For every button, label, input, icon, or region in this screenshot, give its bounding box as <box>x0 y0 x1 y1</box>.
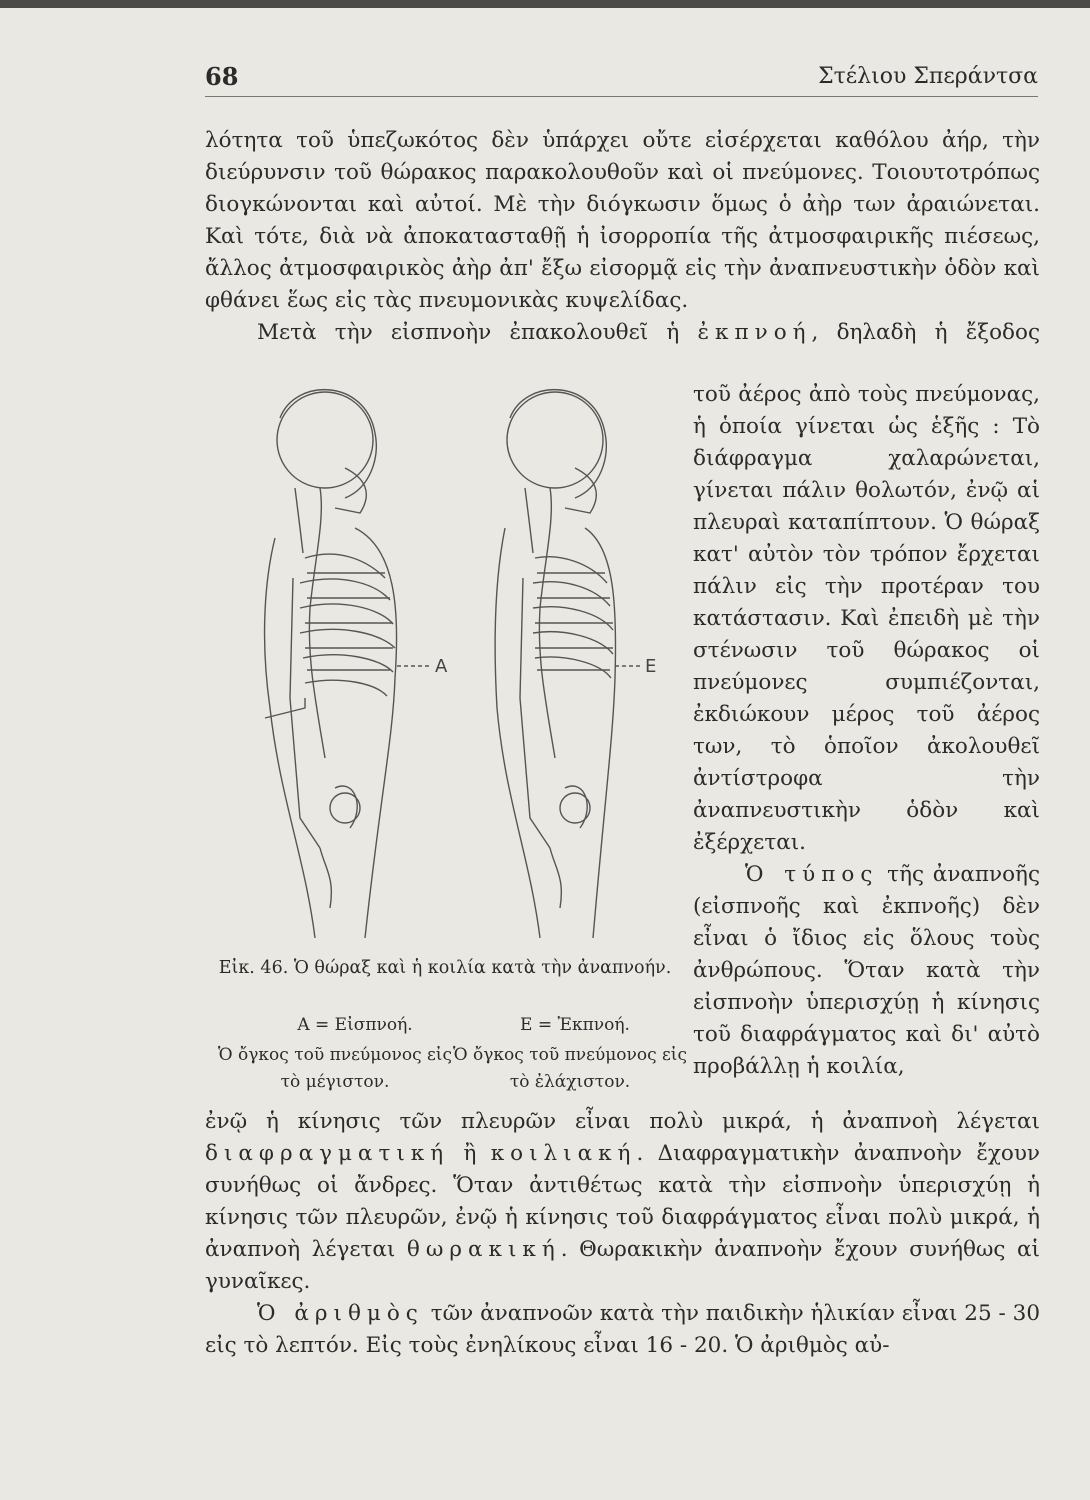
side-paragraph-1: τοῦ ἀέρος ἀπὸ τοὺς πνεύμονας, ἡ ὁποία γίνεται ὡς ἑξῆς : Τὸ διάφραγμα χαλαρώνεται, γίνεται πάλιν θολωτόν, ἐνῷ αἱ πλευραὶ καταπίπτουν. Ὁ θώραξ κατ' αὐτὸν τὸν τρόπον ἔρχεται πάλιν εἰς τὴν προτέραν του κατάστασιν. Καὶ ἐπειδὴ μὲ τὴν στένωσιν τοῦ θώρακος οἱ πνεύμονες συμπιέζονται, ἐκδιώκουν μέρος τοῦ ἀέρος των, τὸ ὁποῖον ἀκολουθεῖ ἀντίστροφα τὴν ἀναπνευστικὴν ὁδὸν καὶ ἐξέρχεται. <box>693 382 1040 855</box>
figure-label-a: A <box>435 656 448 677</box>
running-head: Στέλιου Σπεράντσα <box>818 64 1038 89</box>
side-paragraph-2 <box>693 859 1040 1083</box>
spaced-term-diafragmatiki: διαφραγματική <box>205 1141 450 1166</box>
spaced-term-typos: Ὁ τύπος <box>745 862 879 887</box>
second-paragraph-start <box>205 317 1040 349</box>
figure-label-e: E <box>645 656 657 677</box>
text-run: ἢ <box>449 1141 491 1166</box>
spaced-term-arithmos: Ὁ ἀριθμὸς <box>257 1301 424 1326</box>
text-run: Μετὰ τὴν εἰσπνοὴν ἐπακολουθεῖ ἡ <box>257 320 680 345</box>
intro-paragraph: λότητα τοῦ ὑπεζωκότος δὲν ὑπάρχει οὔτε εἰσέρχεται καθόλου ἀήρ, τὴν διεύρυνσιν τοῦ θώρακος παρακολουθοῦν καὶ οἱ πνεύμονες. Τοιουτοτρόπως διογκώνονται καὶ αὐτοί. Μὲ τὴν διόγκωσιν ὅμως ὁ ἀὴρ των ἀραιώνεται. Καὶ τότε, διὰ νὰ ἀποκατασταθῇ ἡ ἰσορροπία τῆς ἀτμοσφαιρικῆς πιέσεως, ἄλλος ἀτμοσφαιρικὸς ἀὴρ ἀπ' ἔξω εἰσορμᾷ εἰς τὴν ἀναπνευστικὴν ὁδὸν καὶ φθάνει ἕως εἰς τὰς πνευμονικὰς κυψελίδας. <box>205 128 1040 313</box>
text-run: , δηλαδὴ ἡ ἔξοδος <box>811 320 1040 345</box>
spaced-term-ekpnoi: ἐκπνοή <box>697 320 812 345</box>
caption-right-note: Ὁ ὄγκος τοῦ πνεύμονος εἰς τὸ ἐλάχιστον. <box>453 1045 687 1092</box>
caption-left-note: Ὁ ὄγκος τοῦ πνεύμονος εἰς τὸ μέγιστον. <box>218 1045 452 1092</box>
caption-left-key: A = Εἰσπνοή. <box>297 1015 413 1035</box>
figure-caption: Εἰκ. 46. Ὁ θώραξ καὶ ἡ κοιλία κατὰ τὴν ἀναπνοήν. <box>218 958 672 978</box>
side-column-text <box>693 379 1040 1083</box>
text-run: ἐνῷ ἡ κίνησις τῶν πλευρῶν εἶναι πολὺ μικρά, ἡ ἀναπνοὴ λέγεται <box>205 1109 1040 1134</box>
text-run: . Θωρακικὴν ἀναπνοὴν ἔχουν συνήθως αἱ γυναῖκες. <box>205 1237 1040 1294</box>
spaced-term-thorakiki: θωρακική <box>406 1237 561 1262</box>
text-run: τῆς ἀναπνοῆς (εἰσπνοῆς καὶ ἐκπνοῆς) δὲν εἶναι ὁ ἴδιος εἰς ὅλους τοὺς ἀνθρώπους. Ὅταν κατὰ τὴν εἰσπνοὴν ὑπερισχύῃ ἡ κίνησις τοῦ διαφράγματος καὶ δι' αὐτὸ προβάλλῃ ἡ κοιλία, <box>693 862 1040 1079</box>
bottom-paragraph-1 <box>205 1106 1040 1298</box>
breathing-skeleton-illustration <box>245 378 675 938</box>
skeleton-exhalation <box>495 390 615 938</box>
bottom-paragraph-2 <box>205 1298 1040 1362</box>
intro-text-block <box>205 125 1040 349</box>
text-run: τῶν ἀναπνοῶν κατὰ τὴν παιδικὴν ἡλικίαν εἶναι 25 - 30 εἰς τὸ λεπτόν. Εἰς τοὺς ἐνηλίκους εἶναι 16 - 20. Ὁ ἀριθμὸς αὐ- <box>205 1301 1040 1358</box>
page-number: 68 <box>205 62 239 91</box>
scan-top-edge <box>0 0 1090 8</box>
spaced-term-koiliaki: κοιλιακή <box>490 1141 637 1166</box>
text-run: . Διαφραγματικὴν ἀναπνοὴν ἔχουν συνήθως οἱ ἄνδρες. Ὅταν ἀντιθέτως κατὰ τὴν εἰσπνοὴν ὑπερισχύῃ ἡ κίνησις τῶν πλευρῶν, ἐνῷ ἡ κίνησις τοῦ διαφράγματος εἶναι πολὺ μικρά, ἡ ἀναπνοὴ λέγεται <box>205 1141 1040 1262</box>
bottom-text-block <box>205 1106 1040 1362</box>
skeleton-inhalation <box>265 390 397 938</box>
header-rule <box>205 96 1038 97</box>
caption-right-key: E = Ἐκπνοή. <box>520 1015 630 1035</box>
